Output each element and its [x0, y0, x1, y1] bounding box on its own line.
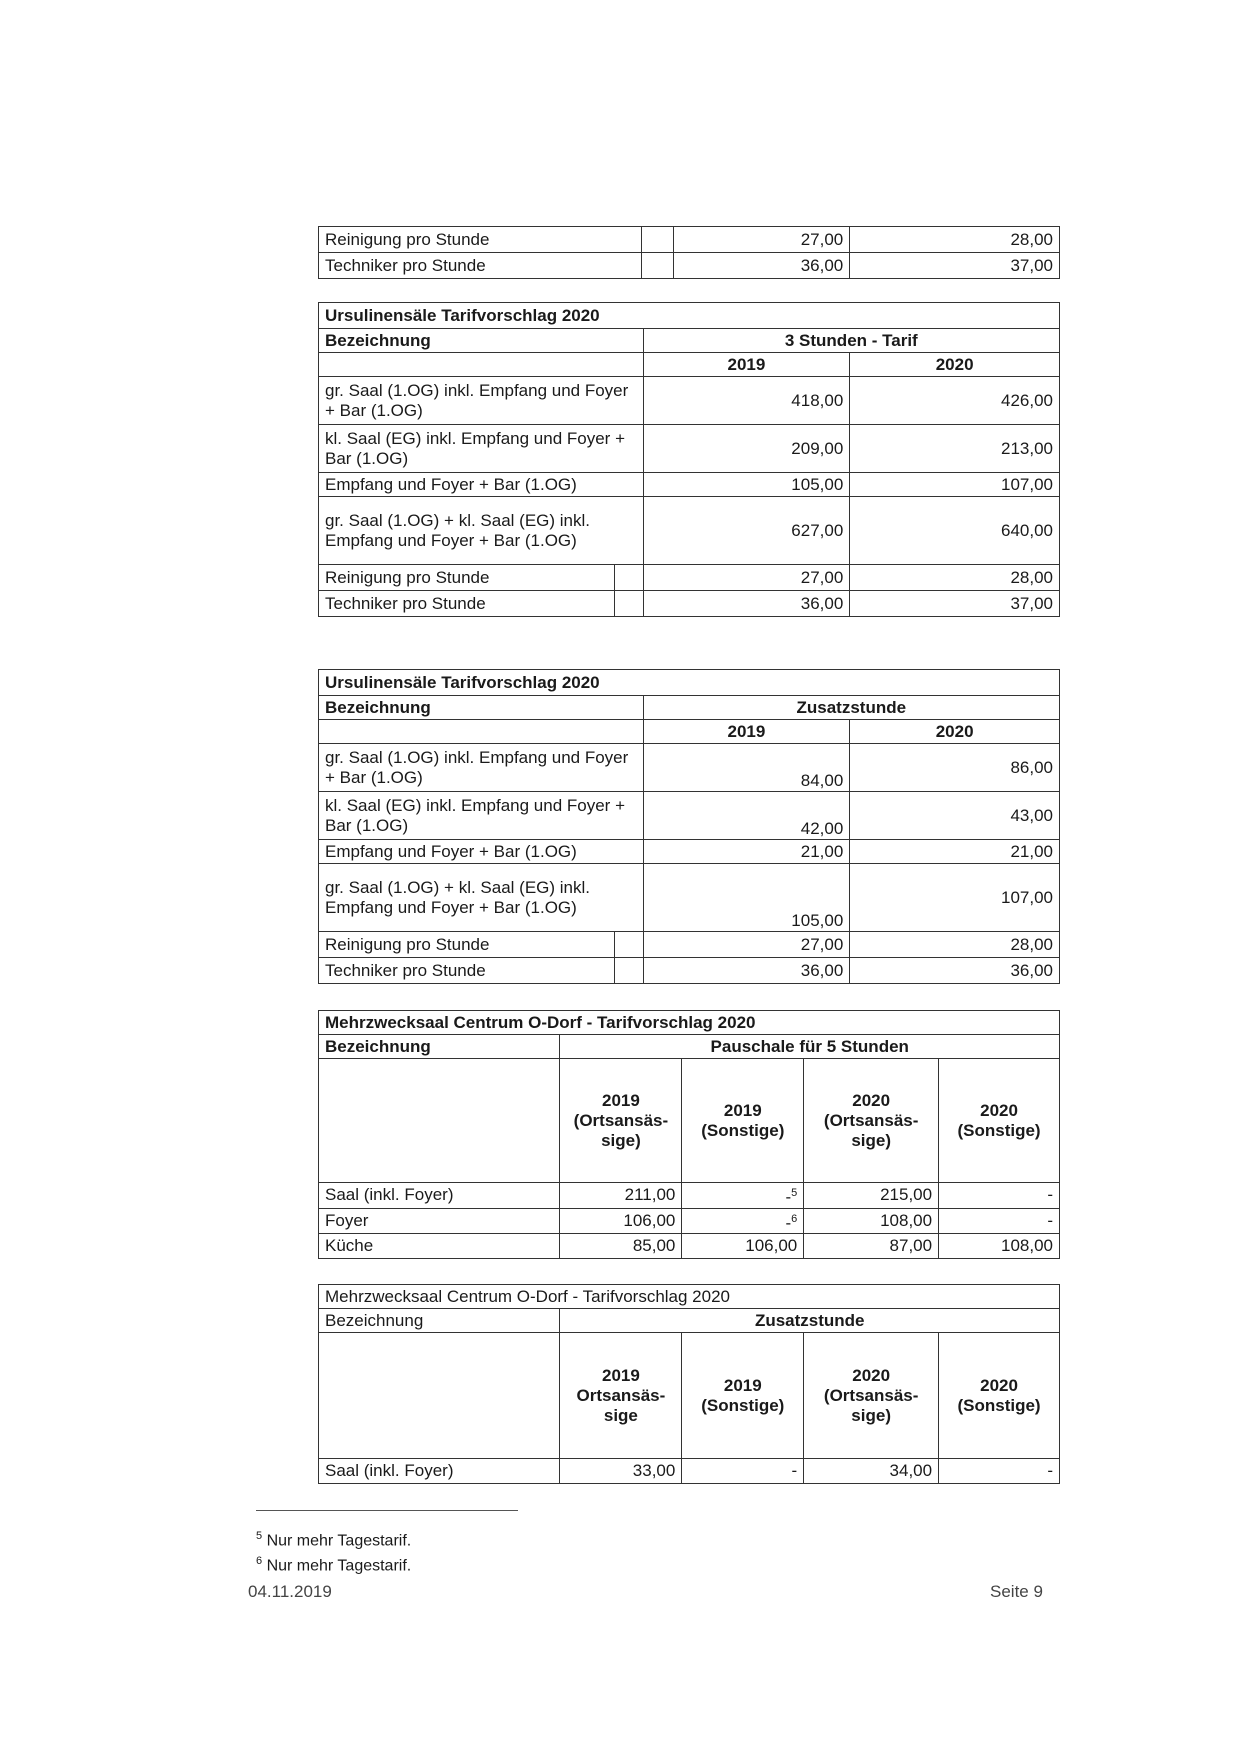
year-header: 2020	[850, 353, 1060, 377]
table-row	[319, 473, 1060, 497]
value-cell: -$^5$	[682, 1183, 804, 1209]
table-row	[319, 425, 1060, 473]
row-label: Empfang und Foyer + Bar (1.OG)	[319, 840, 644, 864]
row-label: Reinigung pro Stunde	[319, 932, 615, 958]
value-2020: 43,00	[850, 792, 1060, 840]
year-header: 2019	[643, 353, 850, 377]
table-row	[319, 1208, 1060, 1234]
column-label: Bezeichnung	[319, 329, 644, 353]
footer-page-number: Seite 9	[990, 1582, 1043, 1601]
year-header: 2019	[643, 720, 850, 744]
table-row	[319, 864, 1060, 932]
value-cell: 87,00	[804, 1234, 939, 1259]
value-2020: 37,00	[850, 253, 1060, 279]
value-2020: 28,00	[850, 227, 1060, 253]
table-row	[319, 377, 1060, 425]
column-label: Bezeichnung	[319, 1309, 560, 1333]
value-cell: -	[939, 1459, 1060, 1484]
year-header: 2020	[850, 720, 1060, 744]
sub-header: 2019 Ortsansäs-sige	[560, 1333, 682, 1459]
row-label: Reinigung pro Stunde	[319, 227, 642, 253]
row-label: Reinigung pro Stunde	[319, 565, 615, 591]
footnote-ref: 6	[791, 1212, 798, 1225]
sub-header: 2020 (Sonstige)	[939, 1333, 1060, 1459]
value-cell: 85,00	[560, 1234, 682, 1259]
table-title: Ursulinensäle Tarifvorschlag 2020	[319, 670, 1060, 696]
value-cell: 34,00	[804, 1459, 939, 1484]
row-label: kl. Saal (EG) inkl. Empfang und Foyer + Bar (1.OG)	[319, 425, 644, 473]
value-cell: -$^6$	[682, 1208, 804, 1234]
value-2019: 27,00	[673, 227, 850, 253]
sub-header: 2020 (Ortsansäs-sige)	[804, 1059, 939, 1183]
value-2019: 36,00	[643, 958, 850, 984]
value-2020: 28,00	[850, 932, 1060, 958]
value-2019: 84,00	[643, 744, 850, 792]
row-label: Saal (inkl. Foyer)	[319, 1183, 560, 1209]
value-cell: -	[939, 1208, 1060, 1234]
column-label: Bezeichnung	[319, 696, 644, 720]
value-2020: 640,00	[850, 497, 1060, 565]
value-cell: -	[682, 1459, 804, 1484]
value-2019: 27,00	[643, 932, 850, 958]
table-row	[319, 744, 1060, 792]
row-label: Techniker pro Stunde	[319, 591, 615, 617]
column-label: Bezeichnung	[319, 1035, 560, 1059]
value-cell: 211,00	[560, 1183, 682, 1209]
table-row	[319, 1183, 1060, 1209]
table-row	[319, 1459, 1060, 1484]
row-label: Empfang und Foyer + Bar (1.OG)	[319, 473, 644, 497]
group-header: Zusatzstunde	[560, 1309, 1060, 1333]
value-2020: 213,00	[850, 425, 1060, 473]
table-row	[319, 565, 1060, 591]
value-2019: 42,00	[643, 792, 850, 840]
value-cell: -	[939, 1183, 1060, 1209]
value-cell: 33,00	[560, 1459, 682, 1484]
row-label: Foyer	[319, 1208, 560, 1234]
mehrzwecksaal-pauschale-table	[318, 1010, 1060, 1259]
value-2020: 107,00	[850, 864, 1060, 932]
row-label: gr. Saal (1.OG) + kl. Saal (EG) inkl. Empfang und Foyer + Bar (1.OG)	[319, 864, 644, 932]
value-2020: 21,00	[850, 840, 1060, 864]
ursulinensaele-zusatzstunde-table	[318, 669, 1060, 984]
row-label: gr. Saal (1.OG) inkl. Empfang und Foyer + Bar (1.OG)	[319, 744, 644, 792]
mehrzwecksaal-zusatzstunde-table	[318, 1284, 1060, 1484]
table-row	[319, 591, 1060, 617]
footnote-ref: 5	[791, 1187, 798, 1199]
value-2019: 105,00	[643, 473, 850, 497]
value-2019: 418,00	[643, 377, 850, 425]
value-cell: 108,00	[939, 1234, 1060, 1259]
table-row	[319, 792, 1060, 840]
row-label: Techniker pro Stunde	[319, 958, 615, 984]
value-2020: 37,00	[850, 591, 1060, 617]
table-row	[319, 497, 1060, 565]
value-cell: 106,00	[682, 1234, 804, 1259]
ursulinensaele-3h-table	[318, 302, 1060, 617]
row-label: Techniker pro Stunde	[319, 253, 642, 279]
row-label: Saal (inkl. Foyer)	[319, 1459, 560, 1484]
value-2020: 28,00	[850, 565, 1060, 591]
row-label: gr. Saal (1.OG) + kl. Saal (EG) inkl. Empfang und Foyer + Bar (1.OG)	[319, 497, 644, 565]
sub-header: 2020 (Sonstige)	[939, 1059, 1060, 1183]
value-cell: 108,00	[804, 1208, 939, 1234]
footer-date: 04.11.2019	[248, 1582, 332, 1601]
row-label: Küche	[319, 1234, 560, 1259]
value-2019: 36,00	[643, 591, 850, 617]
value-2020: 36,00	[850, 958, 1060, 984]
value-2020: 426,00	[850, 377, 1060, 425]
table-row	[319, 958, 1060, 984]
value-2019: 209,00	[643, 425, 850, 473]
table-title: Mehrzwecksaal Centrum O-Dorf - Tarifvorschlag 2020	[319, 1285, 1060, 1309]
value-cell: 106,00	[560, 1208, 682, 1234]
top-rate-table	[318, 226, 1060, 279]
table-title: Mehrzwecksaal Centrum O-Dorf - Tarifvorschlag 2020	[319, 1011, 1060, 1035]
value-2019: 105,00	[643, 864, 850, 932]
group-header: 3 Stunden - Tarif	[643, 329, 1059, 353]
footnotes	[256, 1526, 411, 1577]
footnote: $^5$ Nur mehr Tagestarif.	[256, 1530, 412, 1550]
value-cell: 215,00	[804, 1183, 939, 1209]
value-2020: 107,00	[850, 473, 1060, 497]
sub-header: 2020 (Ortsansäs-sige)	[804, 1333, 939, 1459]
footnote-separator	[256, 1510, 518, 1511]
row-label: kl. Saal (EG) inkl. Empfang und Foyer + Bar (1.OG)	[319, 792, 644, 840]
value-2019: 21,00	[643, 840, 850, 864]
table-row	[319, 1234, 1060, 1259]
value-2019: 27,00	[643, 565, 850, 591]
sub-header: 2019 (Sonstige)	[682, 1059, 804, 1183]
table-row	[319, 253, 1060, 279]
sub-header: 2019 (Ortsansäs-sige)	[560, 1059, 682, 1183]
value-2019: 36,00	[673, 253, 850, 279]
table-row	[319, 840, 1060, 864]
group-header: Zusatzstunde	[643, 696, 1059, 720]
value-2019: 627,00	[643, 497, 850, 565]
group-header: Pauschale für 5 Stunden	[560, 1035, 1060, 1059]
sub-header: 2019 (Sonstige)	[682, 1333, 804, 1459]
footnote: $^6$ Nur mehr Tagestarif.	[256, 1555, 412, 1575]
row-label: gr. Saal (1.OG) inkl. Empfang und Foyer + Bar (1.OG)	[319, 377, 644, 425]
value-2020: 86,00	[850, 744, 1060, 792]
table-row	[319, 227, 1060, 253]
table-row	[319, 932, 1060, 958]
table-title: Ursulinensäle Tarifvorschlag 2020	[319, 303, 1060, 329]
